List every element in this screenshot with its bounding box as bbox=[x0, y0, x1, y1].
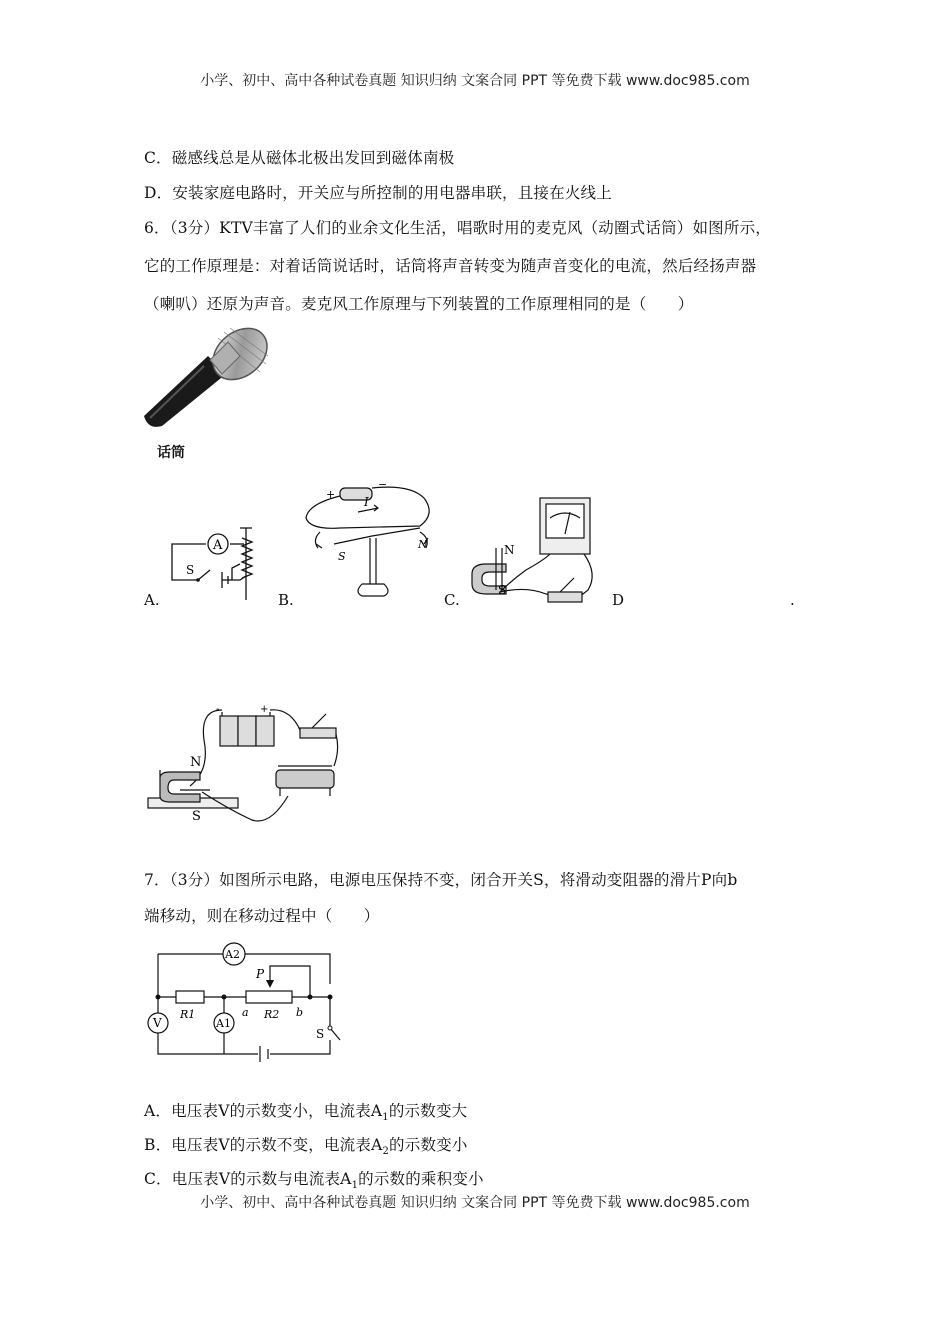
figure-b-plus: + bbox=[326, 488, 336, 501]
figure-d-plus: + bbox=[260, 704, 269, 715]
q6-stem-line3: （喇叭）还原为声音。麦克风工作原理与下列装置的工作原理相同的是（ ） bbox=[144, 295, 694, 313]
circuit-a1-label: A1 bbox=[216, 1017, 231, 1030]
circuit-b-label: b bbox=[296, 1006, 304, 1019]
q7-circuit-diagram bbox=[140, 936, 355, 1064]
q7-option-c-text: C．电压表V的示数与电流表A bbox=[144, 1170, 352, 1188]
figure-d-minus: - bbox=[216, 704, 220, 715]
q7-stem-line1: 7．（3分）如图所示电路，电源电压保持不变，闭合开关S，将滑动变阻器的滑片P向b bbox=[144, 871, 738, 889]
figure-a-electromagnet bbox=[162, 524, 272, 604]
q6-option-c-label: C. bbox=[444, 591, 460, 609]
figure-c-generator bbox=[466, 494, 616, 606]
page-header: 小学、初中、高中各种试卷真题 知识归纳 文案合同 PPT 等免费下载 www.doc985.com bbox=[200, 73, 750, 89]
q6-dot: . bbox=[790, 591, 795, 609]
q7-option-a-text: A．电压表V的示数变小，电流表A bbox=[144, 1102, 383, 1120]
mic-caption: 话筒 bbox=[157, 445, 185, 461]
q6-stem-line1: 6．（3分）KTV丰富了人们的业余文化生活，唱歌时用的麦克风（动圈式话筒）如图所示， bbox=[144, 219, 771, 237]
figure-b-north: N bbox=[418, 538, 428, 551]
figure-c-north: N bbox=[504, 543, 515, 557]
circuit-p-label: P bbox=[256, 967, 265, 981]
figure-d-motor bbox=[140, 700, 360, 830]
q7-option-a-tail: 的示数变大 bbox=[388, 1102, 468, 1120]
q7-option-c bbox=[144, 1167, 484, 1191]
circuit-v-label: V bbox=[153, 1016, 162, 1030]
figure-a-switch: S bbox=[186, 563, 195, 577]
q7-stem-line2: 端移动，则在移动过程中（ ） bbox=[144, 907, 380, 925]
figure-d-north: N bbox=[190, 755, 202, 770]
q7-option-a-sub: 1 bbox=[382, 1112, 389, 1124]
circuit-s-label: S bbox=[316, 1027, 325, 1041]
q5-option-c: C．磁感线总是从磁体北极出发回到磁体南极 bbox=[144, 149, 455, 167]
q6-option-b-label: B. bbox=[278, 591, 294, 609]
figure-b-oersted bbox=[300, 474, 440, 604]
q7-option-b-tail: 的示数变小 bbox=[389, 1136, 468, 1154]
q7-option-b-sub: 2 bbox=[382, 1146, 390, 1158]
q6-option-d-label: D bbox=[612, 591, 625, 609]
figure-b-south: S bbox=[338, 550, 346, 563]
figure-a-ammeter: A bbox=[213, 538, 223, 553]
q7-option-b bbox=[144, 1133, 468, 1157]
q7-option-c-sub: 1 bbox=[351, 1180, 359, 1192]
page-footer: 小学、初中、高中各种试卷真题 知识归纳 文案合同 PPT 等免费下载 www.doc985.com bbox=[200, 1195, 750, 1211]
figure-d-south: S bbox=[192, 809, 201, 824]
circuit-r1-label: R1 bbox=[180, 1008, 196, 1021]
q7-option-a bbox=[144, 1099, 467, 1123]
q7-option-c-tail: 的示数的乘积变小 bbox=[358, 1170, 484, 1188]
q6-option-a-label: A. bbox=[144, 591, 160, 609]
circuit-r2-label: R2 bbox=[264, 1008, 280, 1021]
q5-option-d: D．安装家庭电路时，开关应与所控制的用电器串联，且接在火线上 bbox=[144, 184, 612, 202]
circuit-a-label: a bbox=[242, 1006, 249, 1019]
microphone-figure bbox=[140, 326, 280, 430]
figure-b-minus: − bbox=[378, 478, 388, 491]
figure-b-current: I bbox=[364, 495, 369, 509]
q6-stem-line2: 它的工作原理是：对着话筒说话时，话筒将声音转变为随声音变化的电流，然后经扬声器 bbox=[144, 257, 757, 275]
figure-c-south: S bbox=[498, 583, 507, 597]
circuit-a2-label: A2 bbox=[225, 948, 240, 961]
q7-option-b-text: B．电压表V的示数不变，电流表A bbox=[144, 1136, 383, 1154]
